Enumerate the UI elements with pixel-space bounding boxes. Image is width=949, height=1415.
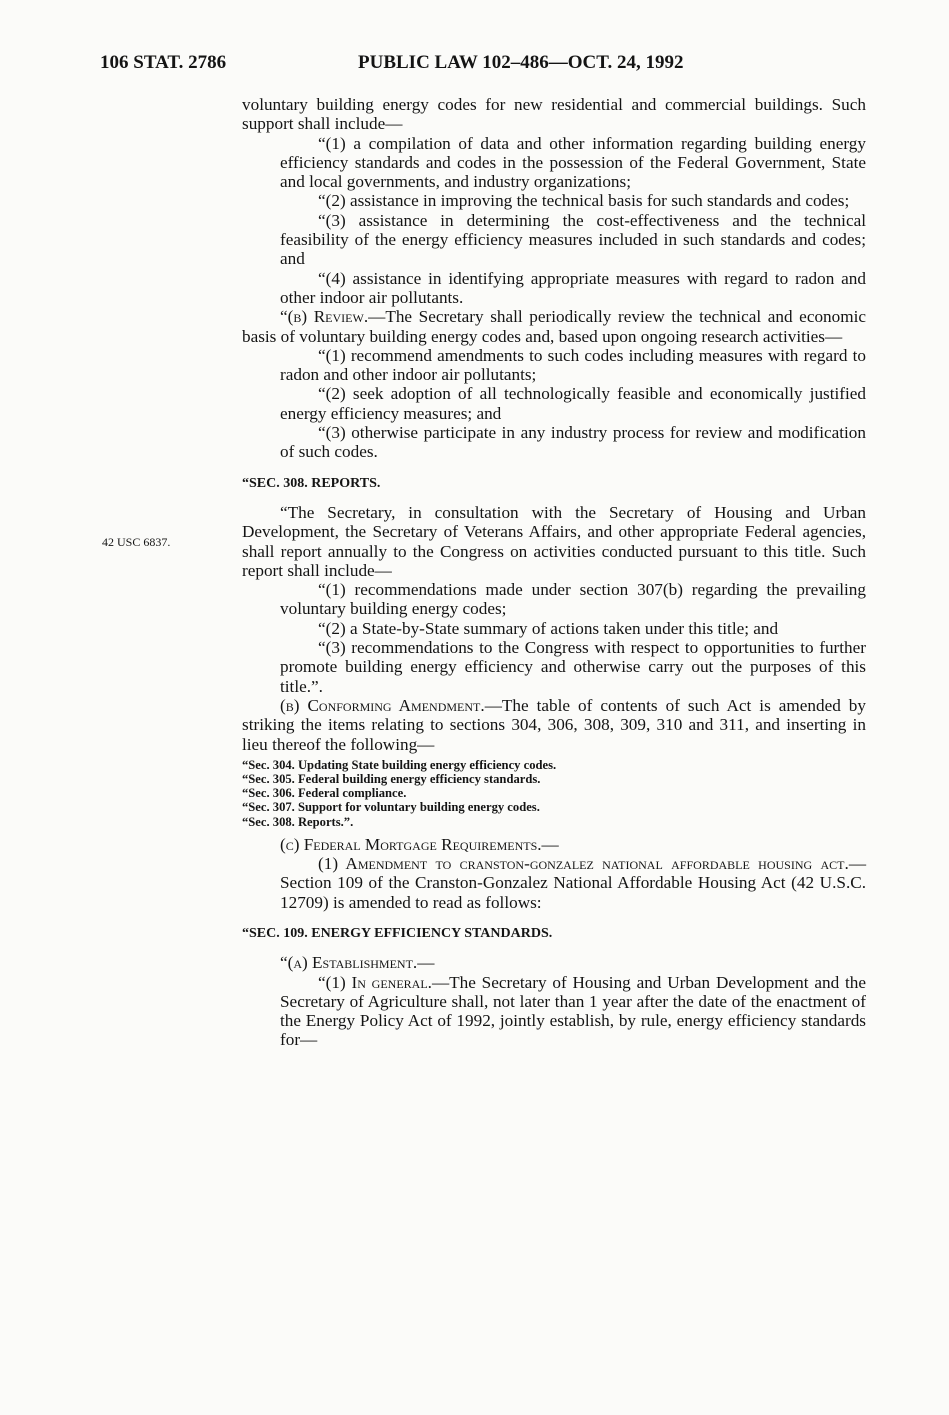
in-general-label: “(1) In general.	[318, 972, 432, 992]
conforming-text: —The table of contents of such Act is amended by striking the items relating to sections 304, 306, 308, 309, 310 and 311, and inserting in lieu thereof the following—	[242, 695, 866, 754]
statute-page-number: 106 STAT. 2786	[100, 52, 227, 73]
paragraph-review	[242, 307, 866, 346]
public-law-citation: PUBLIC LAW 102–486—OCT. 24, 1992	[358, 52, 684, 73]
in-general-text: —The Secretary of Housing and Urban Development and the Secretary of Agriculture shall, not later than 1 year after the date of the enactment of the Energy Policy Act of 1992, jointly establish, by rule, energy efficiency standards for—	[280, 972, 866, 1050]
subsection-c-label: (c) Federal Mortgage Requirements.	[280, 834, 542, 854]
c1-label: (1) Amendment to cranston-gonzalez national affordable housing act.	[318, 854, 849, 874]
subsection-c-dash: —	[541, 834, 559, 854]
list-item-support-3: “(3) assistance in determining the cost-effectiveness and the technical feasibility of the energy efficiency measures included in such standards and codes; and	[280, 210, 866, 269]
list-item-support-2: “(2) assistance in improving the technical basis for such standards and codes;	[318, 191, 850, 211]
subsection-a-heading	[242, 953, 866, 972]
toc-item: “Sec. 307. Support for voluntary building energy codes.	[242, 800, 540, 815]
list-item-review-3: “(3) otherwise participate in any industry process for review and modification of such codes.	[280, 423, 866, 462]
list-item-support-1	[242, 134, 866, 192]
toc-item: “Sec. 304. Updating State building energy efficiency codes.	[242, 757, 557, 772]
conforming-label: (b) Conforming Amendment.	[280, 695, 485, 715]
subsection-a-dash: —	[417, 953, 435, 973]
list-item-reports-3: “(3) recommendations to the Congress with respect to opportunities to further promote building energy efficiency and otherwise carry out the purposes of this title.”.	[280, 638, 866, 696]
list-item-review-2: “(2) seek adoption of all technologically feasible and economically justified energy efficiency measures; and	[280, 384, 866, 423]
subsection-a-label: “(a) Establishment.	[280, 953, 418, 973]
paragraph-conforming-amendment	[242, 696, 866, 754]
document-body	[242, 95, 866, 1050]
toc-item: “Sec. 305. Federal building energy efficiency standards.	[242, 772, 541, 786]
list-item-support-4: “(4) assistance in identifying appropriate measures with regard to radon and other indoor air pollutants.	[280, 268, 866, 307]
review-label: “(b) Review.	[280, 307, 369, 327]
list-item-review-1: “(1) recommend amendments to such codes including measures with regard to radon and other indoor air pollutants;	[280, 345, 866, 385]
toc-item: “Sec. 308. Reports.”.	[242, 814, 354, 829]
paragraph-support-intro: voluntary building energy codes for new residential and commercial buildings. Such support shall include—	[242, 95, 866, 134]
review-text: —The Secretary shall periodically review the technical and economic basis of voluntary building energy codes and, based upon ongoing research activities—	[242, 307, 866, 346]
table-of-contents	[242, 758, 866, 829]
list-item-reports-1: “(1) recommendations made under section 307(b) regarding the prevailing voluntary building energy codes;	[280, 580, 866, 619]
page-header	[100, 52, 865, 78]
paragraph-cranston-gonzalez	[242, 854, 866, 912]
paragraph-reports: “The Secretary, in consultation with the Secretary of Housing and Urban Development, the Secretary of Veterans Affairs, and other appropriate Federal agencies, shall report annually to the Congress on activities conducted pursuant to this title. Such report shall include—	[242, 502, 866, 580]
list-item-text: “(1) a compilation of data and other information regarding building energy efficiency standards and codes in the possession of the Federal Government, State and local governments, and industry organizations;	[280, 133, 866, 192]
toc-item: “Sec. 306. Federal compliance.	[242, 786, 407, 801]
margin-citation: 42 USC 6837.	[102, 535, 171, 549]
section-109-heading: “SEC. 109. ENERGY EFFICIENCY STANDARDS.	[242, 926, 553, 941]
paragraph-in-general	[242, 973, 866, 1050]
list-item-reports-2: “(2) a State-by-State summary of actions taken under this title; and	[318, 618, 779, 638]
section-308-heading: “SEC. 308. REPORTS.	[242, 475, 381, 491]
c1-text: —Section 109 of the Cranston-Gonzalez National Affordable Housing Act (42 U.S.C. 12709) is amended to read as follows:	[280, 854, 866, 912]
subsection-c-heading	[242, 835, 866, 854]
